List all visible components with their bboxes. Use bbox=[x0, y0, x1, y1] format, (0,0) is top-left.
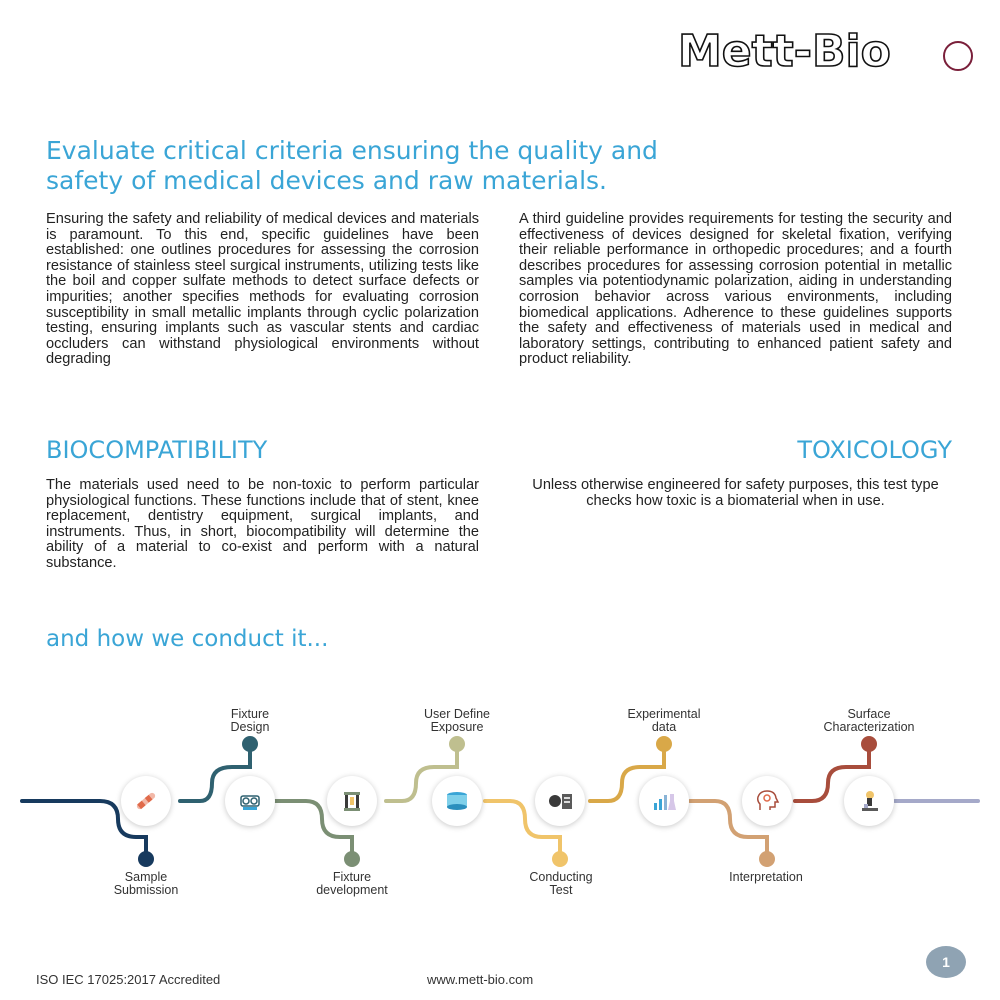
step-label-sample-submission: Sample Submission bbox=[113, 870, 179, 897]
step-dot-test bbox=[552, 851, 568, 867]
test-equipment-icon bbox=[535, 776, 585, 826]
heading-line-1: Evaluate critical criteria ensuring the quality and bbox=[46, 136, 658, 165]
step-label-interpretation: Interpretation bbox=[729, 870, 803, 884]
step-label-user-define-exposure: User Define Exposure bbox=[424, 707, 490, 734]
fixture-frame-icon bbox=[327, 776, 377, 826]
step-label-fixture-design: Fixture Design bbox=[230, 707, 270, 734]
step-dot-fixture-design bbox=[242, 736, 258, 752]
machine-design-icon bbox=[225, 776, 275, 826]
exposure-chamber-icon bbox=[432, 776, 482, 826]
toxicology-text: Unless otherwise engineered for safety purposes, this test type checks how toxic is a biomaterial when in use. bbox=[532, 477, 939, 509]
biocompatibility-title: BIOCOMPATIBILITY bbox=[46, 436, 268, 464]
process-title: and how we conduct it... bbox=[46, 626, 329, 652]
step-dot-fixture-dev bbox=[344, 851, 360, 867]
website-link[interactable]: www.mett-bio.com bbox=[427, 972, 534, 987]
microscope-icon bbox=[844, 776, 894, 826]
toxicology-title: TOXICOLOGY bbox=[797, 436, 952, 464]
step-dot-interpretation bbox=[759, 851, 775, 867]
brain-analysis-icon bbox=[742, 776, 792, 826]
step-dot-surface bbox=[861, 736, 877, 752]
step-dot-data bbox=[656, 736, 672, 752]
page-number-badge: 1 bbox=[926, 946, 966, 978]
mett-bio-logo bbox=[676, 26, 980, 76]
accreditation-text: ISO IEC 17025:2017 Accredited bbox=[36, 972, 221, 987]
page-heading bbox=[46, 136, 806, 196]
step-dot-sample bbox=[138, 851, 154, 867]
heading-line-2: safety of medical devices and raw materials. bbox=[46, 166, 607, 195]
step-label-conducting-test: Conducting Test bbox=[529, 870, 593, 897]
step-label-experimental-data: Experimental data bbox=[627, 707, 701, 734]
sample-tubes-icon bbox=[121, 776, 171, 826]
process-timeline bbox=[0, 690, 1000, 910]
step-dot-exposure bbox=[449, 736, 465, 752]
biocompatibility-text: The materials used need to be non-toxic to perform particular physiological functions. These functions include that of stent, knee replacement, dentistry equipment, surgical implants, and instruments. Thus, in short, biocompatibility will determine the ability of a material to co-exist and perform with a natural substance. bbox=[46, 477, 479, 571]
intro-left-paragraph: Ensuring the safety and reliability of medical devices and materials is paramount. To this end, specific guidelines have been established: one outlines procedures for assessing the corrosion resistance of stainless steel surgical instruments, utilizing tests like the boil and copper sulfate methods to detect surface defects or impurities; another specifies methods for evaluating corrosion susceptibility in small metallic implants through cyclic polarization testing, ensuring implants such as vascular stents and cardiac occluders can withstand physiological environments without degrading bbox=[46, 211, 479, 368]
step-label-surface-characterization: Surface Characterization bbox=[823, 707, 915, 734]
logo-text: Mett-Bio bbox=[678, 26, 891, 76]
intro-right-paragraph: A third guideline provides requirements for testing the security and effectiveness of devices designed for skeletal fixation, verifying their reliable performance in orthopedic procedures; and a fourth describes procedures for assessing corrosion potential in metallic samples via potentiodynamic polarization, aiding in understanding corrosion behavior across various environments, including biomedical applications. Adherence to these guidelines supports the safety and effectiveness of materials used in medical and laboratory settings, contributing to enhanced patient safety and product reliability. bbox=[519, 211, 952, 368]
step-label-fixture-development: Fixture development bbox=[316, 870, 388, 897]
lab-data-icon bbox=[639, 776, 689, 826]
